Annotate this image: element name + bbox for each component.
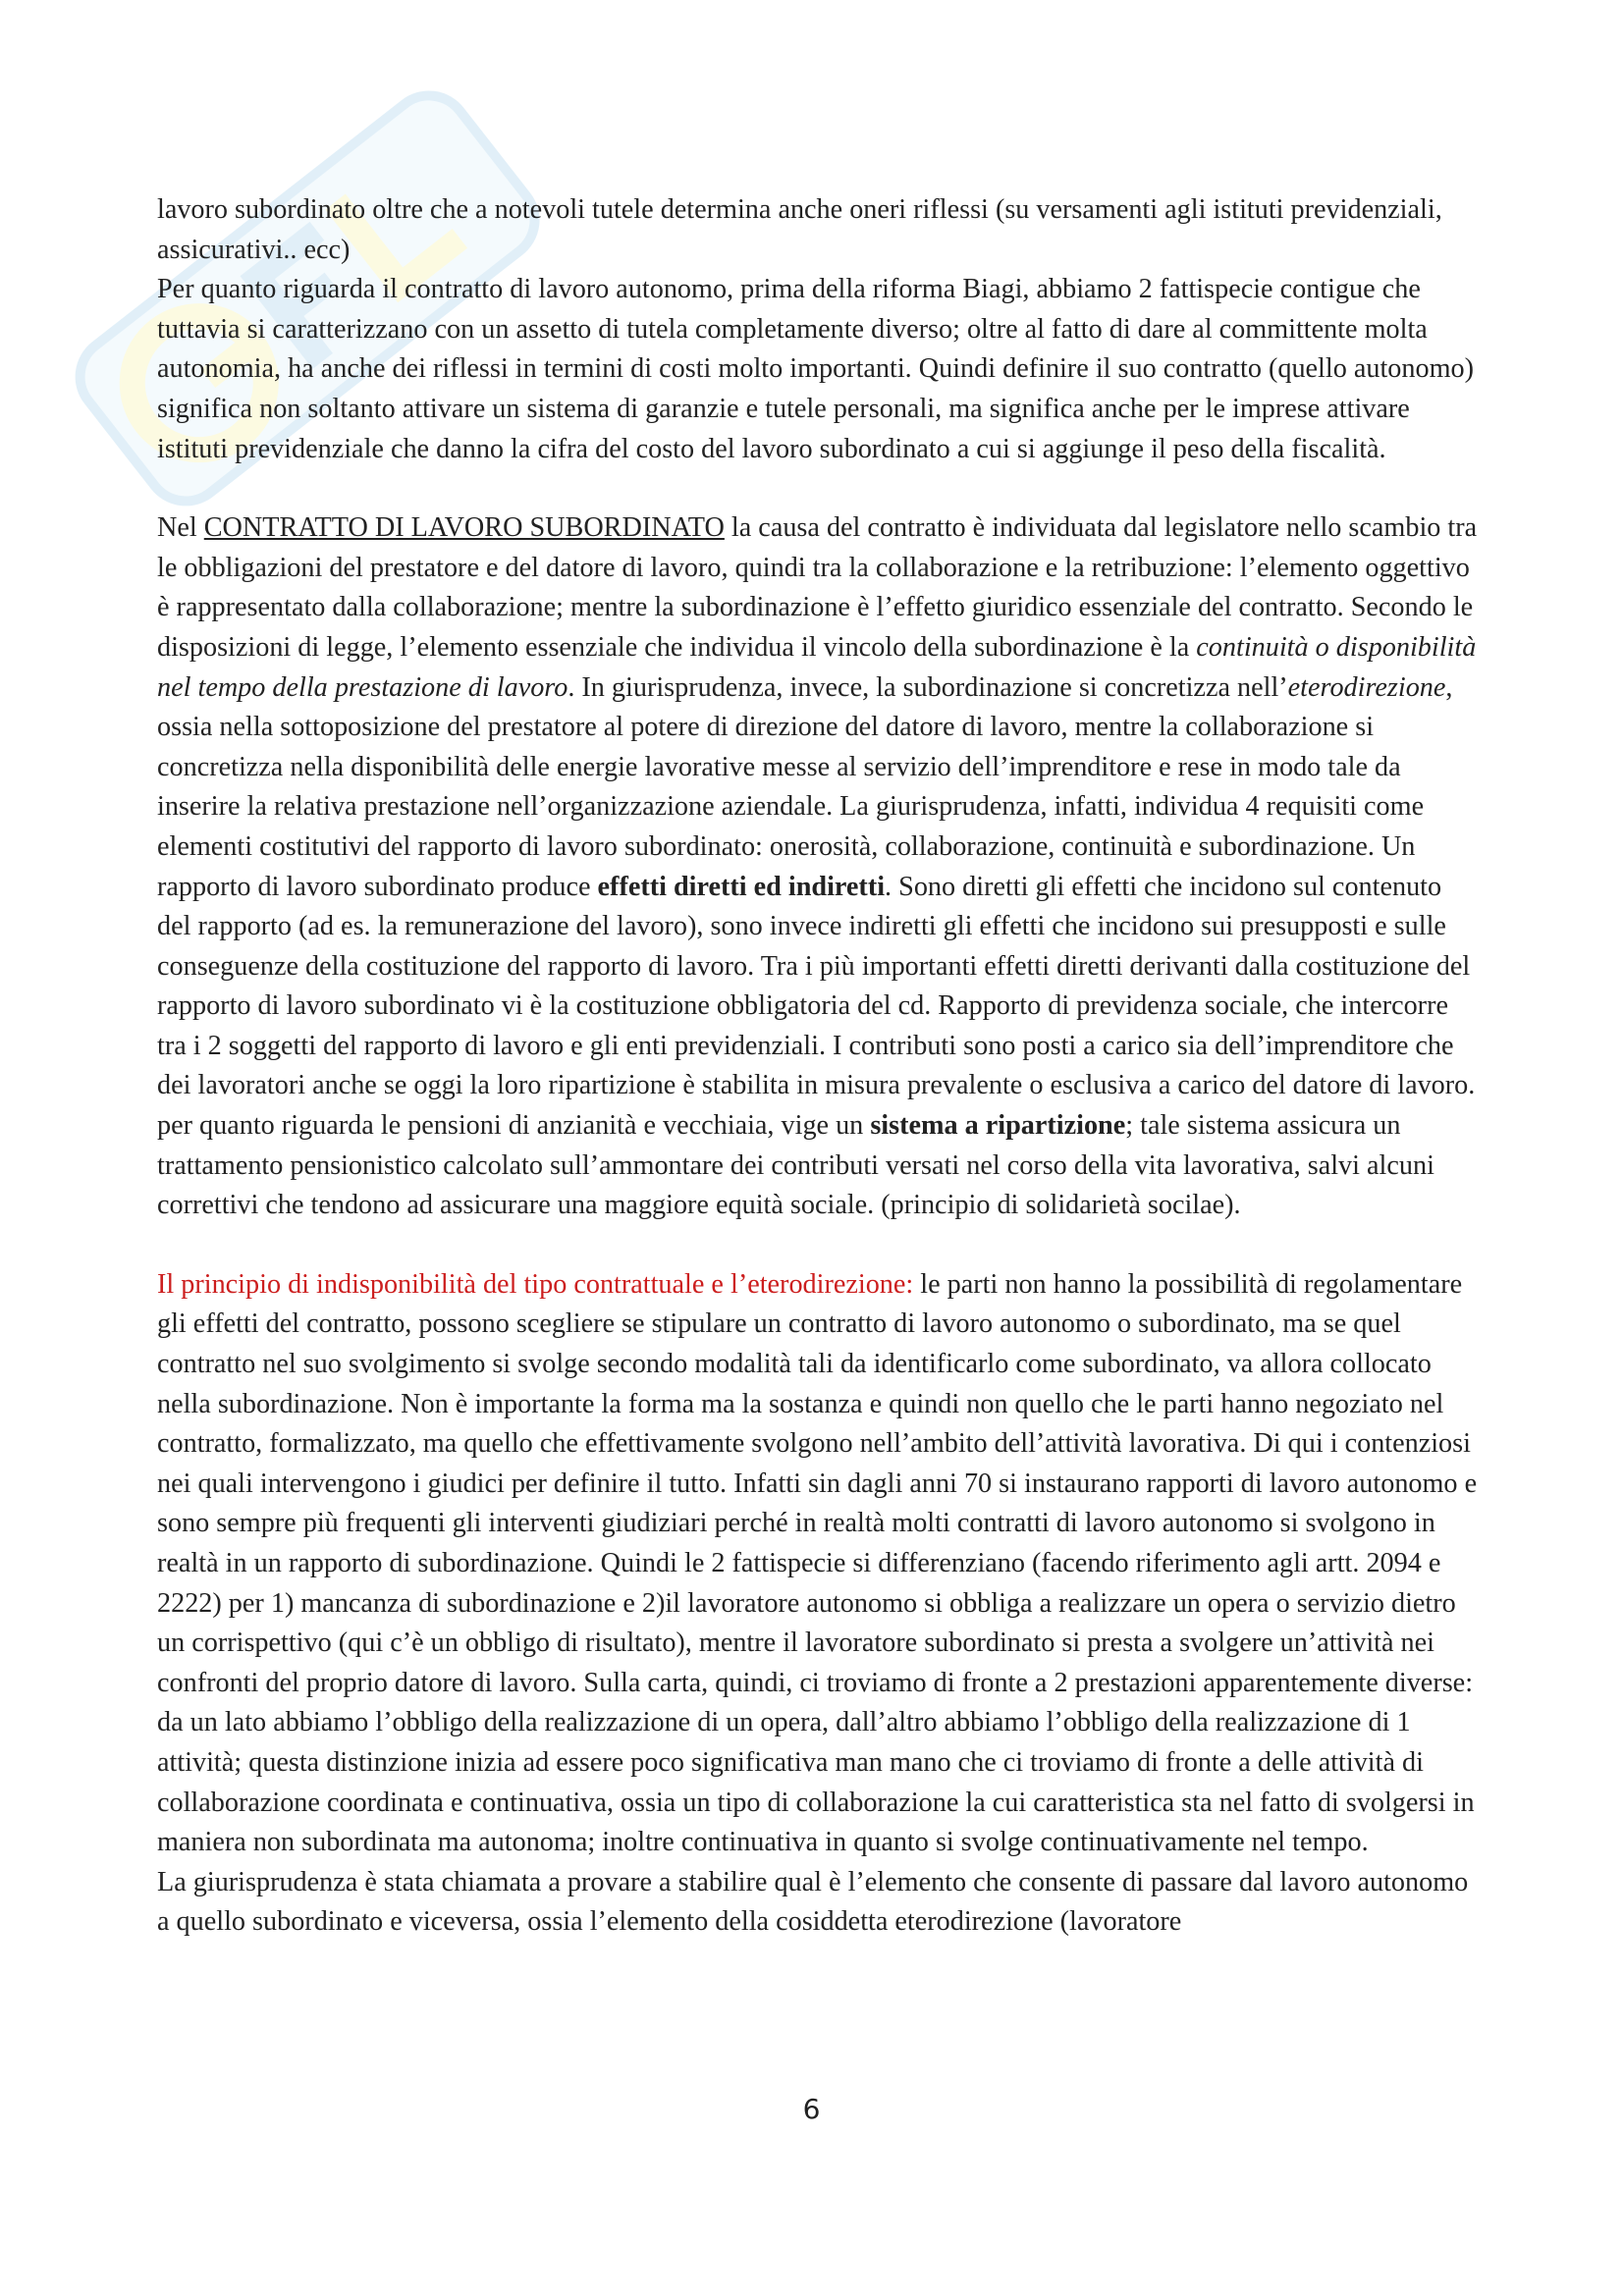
paragraph-lavoro-autonomo: Per quanto riguarda il contratto di lavoro autonomo, prima della riforma Biagi, abbiamo 2 fattispecie contigue che tuttavia si caratterizzano con un assetto di tutela completamente diverso; oltre al fatto di dare al committente molta autonomia, ha anche dei riflessi in termini di costi molto importanti. Quindi definire il suo contratto (quello autonomo) significa non soltanto attivare un sistema di garanzie e tutele personali, ma significa anche per le imprese attivare istituti previdenziale che danno la cifra del costo del lavoro subordinato a cui si aggiunge il peso della fiscalità.	[157, 274, 1474, 464]
text-run: ; tale sistema assicura un trattamento pensionistico calcolato sull’ammontare dei contributi versati nel corso della vita lavorativa, salvi alcuni correttivi che tendono ad assicurare una maggiore equità sociale. (principio di solidarietà socilae).	[157, 1110, 1434, 1221]
text-run: Nel	[157, 512, 204, 544]
paragraph-indisponibilita	[157, 1265, 1478, 1863]
text-run: , ossia nella sottoposizione del prestatore al potere di direzione del datore di lavoro, mentre la collaborazione si concretizza nella disponibilità delle energie lavorative messe al servizio dell’imprenditore e rese in modo tale da inserire la relativa prestazione nell’organizzazione aziendale. La giurisprudenza, infatti, individua 4 requisiti come elementi costitutivi del rapporto di lavoro subordinato: onerosità, collaborazione, continuità e subordinazione. Un rapporto di lavoro subordinato produce	[157, 671, 1453, 902]
paragraph-intro: lavoro subordinato oltre che a notevoli tutele determina anche oneri riflessi (su versamenti agli istituti previdenziali, assicurativi.. ecc)	[157, 194, 1442, 265]
italic-term: continuità o disponibilità nel tempo della prestazione di lavoro	[157, 631, 1477, 703]
underlined-term: CONTRATTO DI LAVORO SUBORDINATO	[203, 512, 725, 544]
paragraph-gap	[157, 1226, 1478, 1265]
bold-term: sistema a ripartizione	[870, 1110, 1126, 1142]
page-number: 6	[802, 2093, 821, 2125]
text-run: le parti non hanno la possibilità di regolamentare gli effetti del contratto, possono scegliere se stipulare un contratto di lavoro autonomo o subordinato, ma se quel contratto nel suo svolgimento si svolge secondo modalità tali da identificarlo come subordinato, va allora collocato nella subordinazione. Non è importante la forma ma la sostanza e quindi non quello che le parti hanno negoziato nel contratto, formalizzato, ma quello che effettivamente svolgono nell’ambito dell’attività lavorativa. Di qui i contenziosi nei quali intervengono i giudici per definire il tutto. Infatti sin dagli anni 70 si instaurano rapporti di lavoro autonomo e sono sempre più frequenti gli interventi giudiziari perché in realtà molti contratti di lavoro autonomo si svolgono in realtà in un rapporto di subordinazione. Quindi le 2 fattispecie si differenziano (facendo riferimento agli artt. 2094 e 2222) per 1) mancanza di subordinazione e 2)il lavoratore autonomo si obbliga a realizzare un opera o servizio dietro un corrispettivo (qui c’è un obbligo di risultato), mentre il lavoratore subordinato si presta a svolgere un’attività nei confronti del proprio datore di lavoro. Sulla carta, quindi, ci troviamo di fronte a 2 prestazioni apparentemente diverse: da un lato abbiamo l’obbligo della realizzazione di un opera, dall’altro abbiamo l’obbligo della realizzazione di 1 attività; questa distinzione inizia ad essere poco significativa man mano che ci troviamo di fronte a delle attività di collaborazione coordinata e continuativa, ossia un tipo di collaborazione la cui caratteristica sta nel fatto di svolgersi in maniera non subordinata ma autonoma; inoltre continuativa in quanto si svolge continuativamente nel tempo.	[157, 1268, 1478, 1858]
paragraph-contratto-subordinato	[157, 508, 1478, 1226]
text-run: la causa del contratto è individuata dal legislatore nello scambio tra le obbligazioni del prestatore e del datore di lavoro, quindi tra la collaborazione e la retribuzione: l’elemento oggettivo è rappresentato dalla collaborazione; mentre la subordinazione è l’effetto giuridico essenziale del contratto. Secondo le disposizioni di legge, l’elemento essenziale che individua il vincolo della subordinazione è la	[157, 512, 1478, 663]
text-run: . In giurisprudenza, invece, la subordinazione si concretizza nell’	[568, 671, 1288, 703]
italic-term: eterodirezione	[1287, 671, 1446, 703]
paragraph-giurisprudenza: La giurisprudenza è stata chiamata a provare a stabilire qual è l’elemento che consente di passare dal lavoro autonomo a quello subordinato e viceversa, ossia l’elemento della cosiddetta eterodirezione (lavoratore	[157, 1866, 1469, 1938]
bold-term: effetti diretti ed indiretti	[597, 871, 886, 902]
paragraph-gap	[157, 469, 1478, 508]
section-heading: Il principio di indisponibilità del tipo contrattuale e l’eterodirezione:	[157, 1268, 914, 1300]
document-body	[157, 190, 1478, 1943]
text-run: . Sono diretti gli effetti che incidono sul contenuto del rapporto (ad es. la remunerazione del lavoro), sono invece indiretti gli effetti che incidono sui presupposti e sulle conseguenze della costituzione del rapporto di lavoro. Tra i più importanti effetti diretti derivanti dalla costituzione del rapporto di lavoro subordinato vi è la costituzione obbligatoria del cd. Rapporto di previdenza sociale, che intercorre tra i 2 soggetti del rapporto di lavoro e gli enti previdenziali. I contributi sono posti a carico sia dell’imprenditore che dei lavoratori anche se oggi la loro ripartizione è stabilita in misura prevalente o esclusiva a carico del datore di lavoro. per quanto riguarda le pensioni di anzianità e vecchiaia, vige un	[157, 871, 1476, 1142]
